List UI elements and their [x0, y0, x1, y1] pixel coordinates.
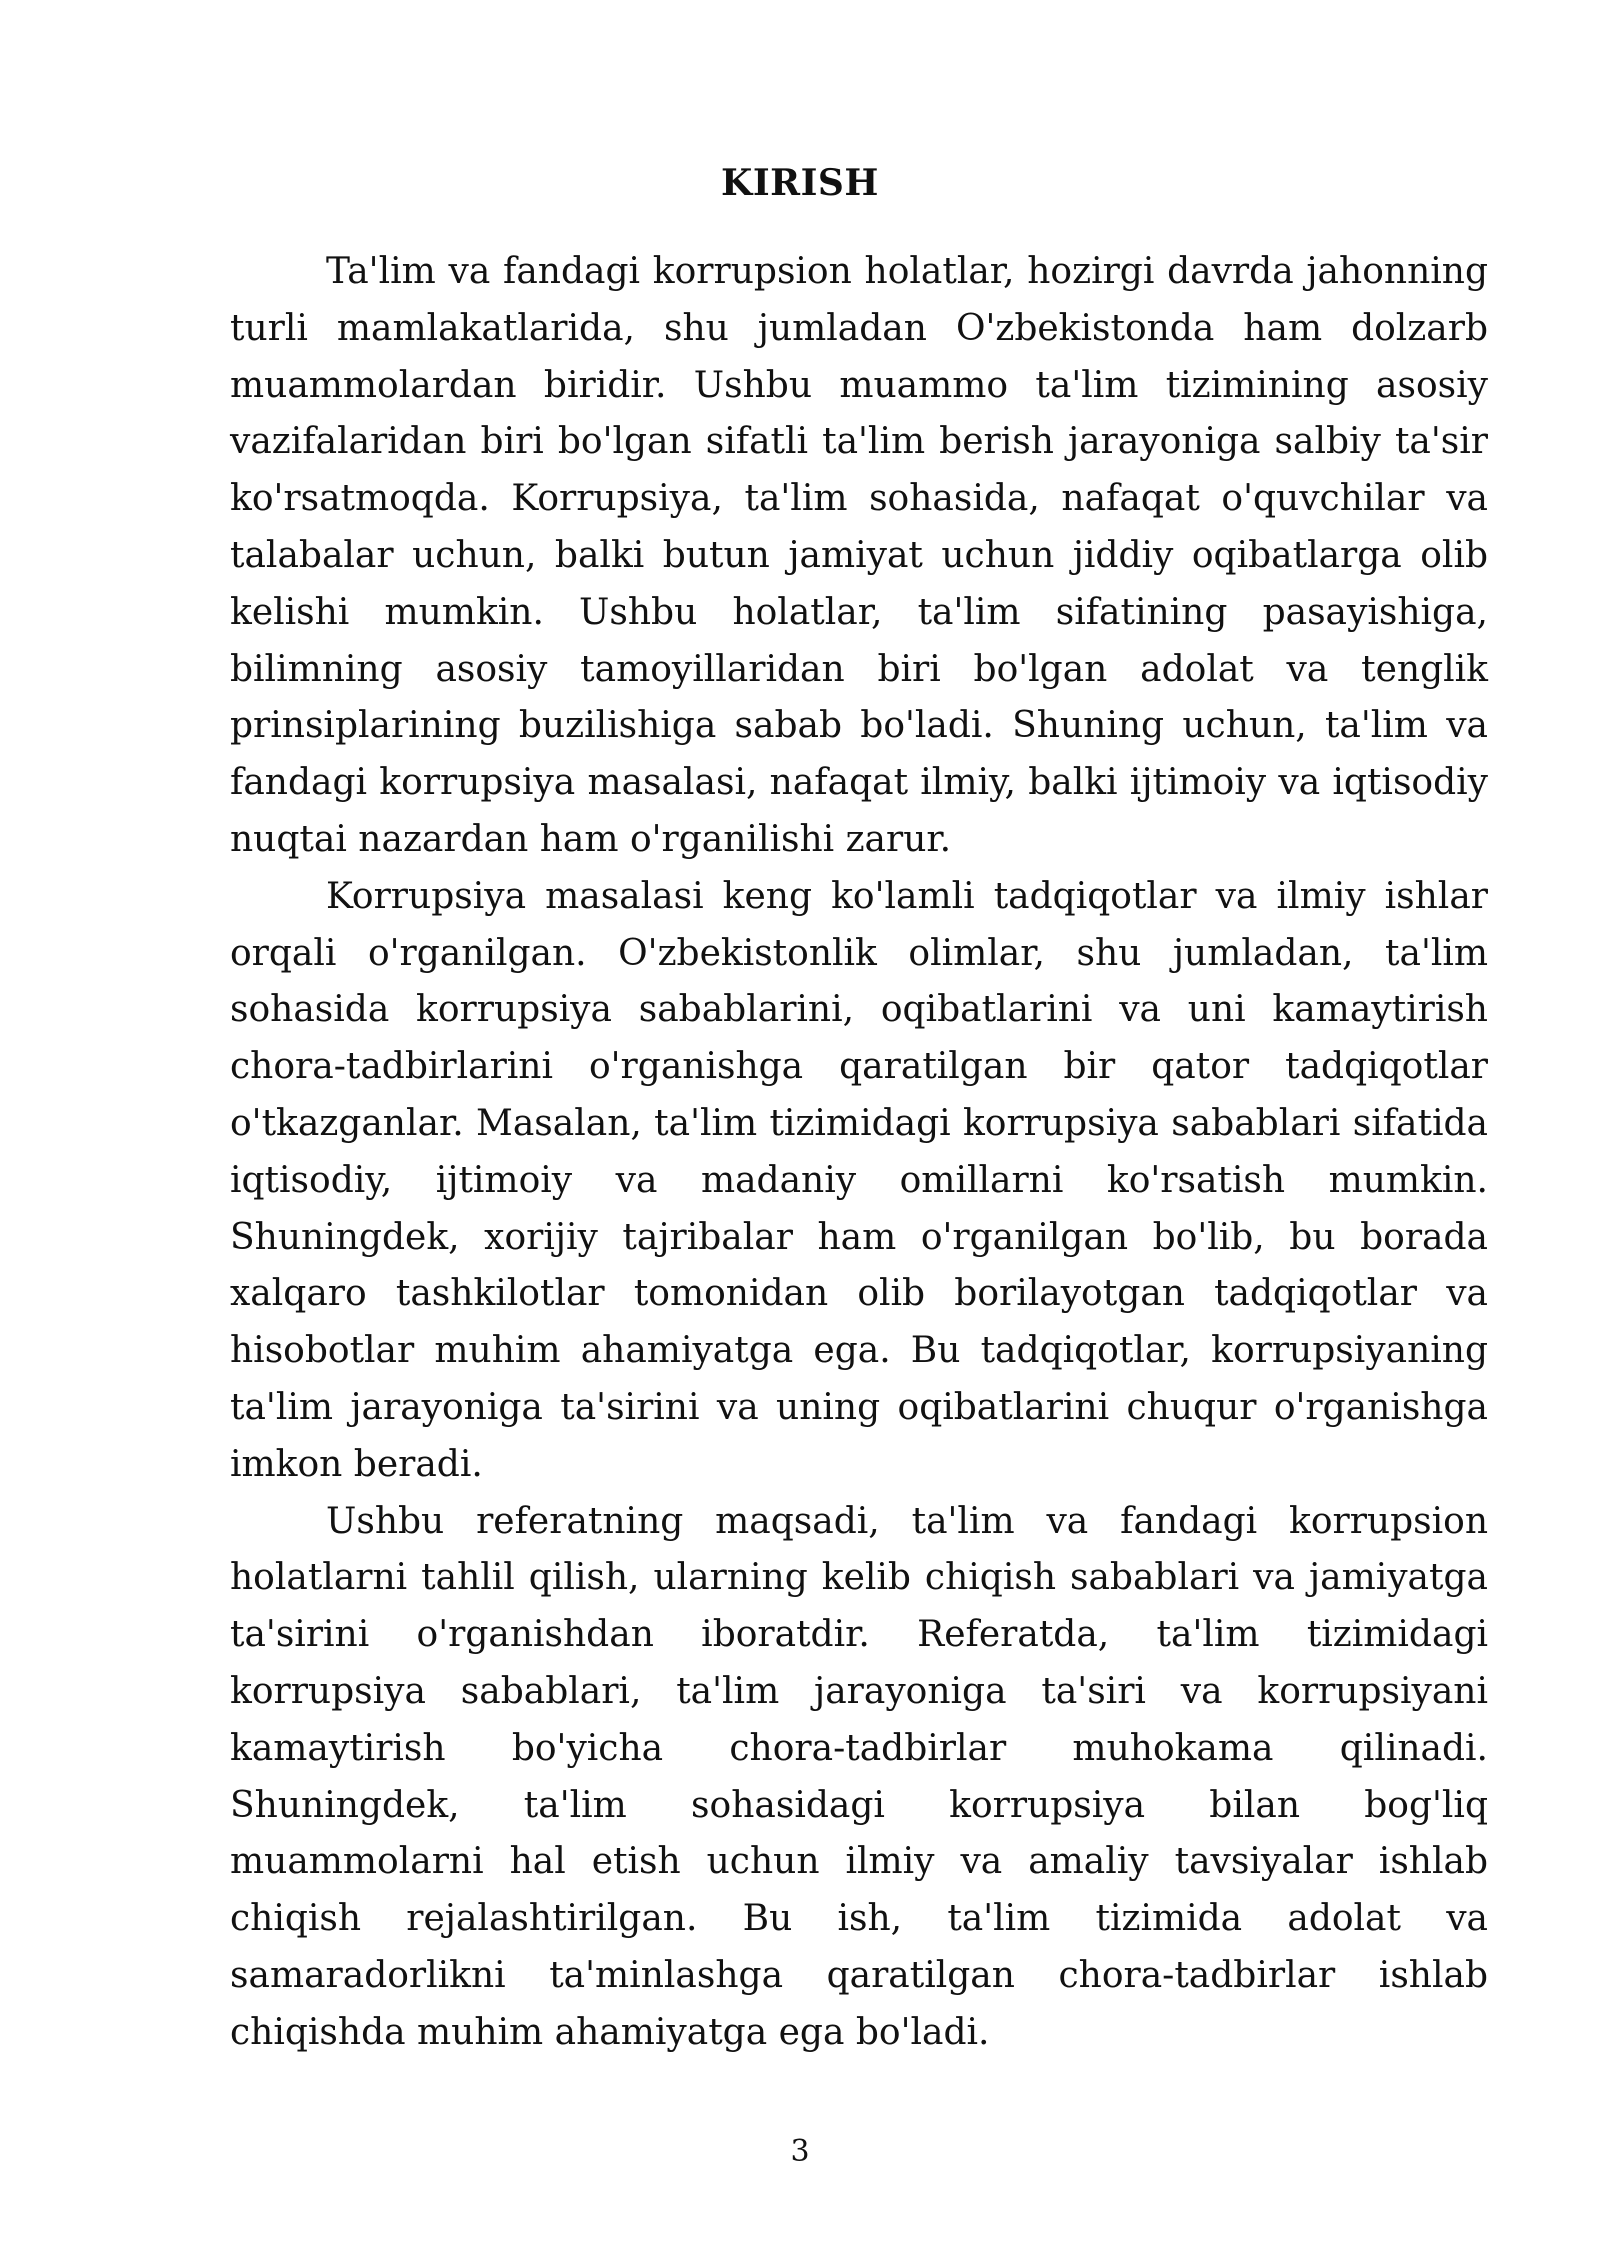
paragraph-1: Ta'lim va fandagi korrupsion holatlar, hozirgi davrda jahonning turli mamlakatlarida, shu jumladan O'zbekistonda ham dolzarb muammolardan biridir. Ushbu muammo ta'lim tizimining asosiy vazifalaridan biri bo'lgan sifatli ta'lim berish jarayoniga salbiy ta'sir ko'rsatmoqda. Korrupsiya, ta'lim sohasida, nafaqat o'quvchilar va talabalar uchun, balki butun jamiyat uchun jiddiy oqibatlarga olib kelishi mumkin. Ushbu holatlar, ta'lim sifatining pasayishiga, bilimning asosiy tamoyillaridan biri bo'lgan adolat va tenglik prinsiplarining buzilishiga sabab bo'ladi. Shuning uchun, ta'lim va fandagi korrupsiya masalasi, nafaqat ilmiy, balki ijtimoiy va iqtisodiy nuqtai nazardan ham o'rganilishi zarur.: [230, 251, 1488, 860]
section-heading: KIRISH: [721, 162, 879, 204]
body-text: [230, 244, 1488, 2062]
page-number: 3: [790, 2134, 810, 2169]
paragraph-2: Korrupsiya masalasi keng ko'lamli tadqiqotlar va ilmiy ishlar orqali o'rganilgan. O'zbekistonlik olimlar, shu jumladan, ta'lim sohasida korrupsiya sabablarini, oqibatlarini va uni kamaytirish chora-tadbirlarini o'rganishga qaratilgan bir qator tadqiqotlar o'tkazganlar. Masalan, ta'lim tizimidagi korrupsiya sabablari sifatida iqtisodiy, ijtimoiy va madaniy omillarni ko'rsatish mumkin. Shuningdek, xorijiy tajribalar ham o'rganilgan bo'lib, bu borada xalqaro tashkilotlar tomonidan olib borilayotgan tadqiqotlar va hisobotlar muhim ahamiyatga ega. Bu tadqiqotlar, korrupsiyaning ta'lim jarayoniga ta'sirini va uning oqibatlarini chuqur o'rganishga imkon beradi.: [230, 875, 1488, 1485]
paragraph-3: Ushbu referatning maqsadi, ta'lim va fandagi korrupsion holatlarni tahlil qilish, ularning kelib chiqish sabablari va jamiyatga ta'sirini o'rganishdan iboratdir. Referatda, ta'lim tizimidagi korrupsiya sabablari, ta'lim jarayoniga ta'siri va korrupsiyani kamaytirish bo'yicha chora-tadbirlar muhokama qilinadi. Shuningdek, ta'lim sohasidagi korrupsiya bilan bog'liq muammolarni hal etish uchun ilmiy va amaliy tavsiyalar ishlab chiqish rejalashtirilgan. Bu ish, ta'lim tizimida adolat va samaradorlikni ta'minlashga qaratilgan chora-tadbirlar ishlab chiqishda muhim ahamiyatga ega bo'ladi.: [230, 1500, 1488, 2053]
